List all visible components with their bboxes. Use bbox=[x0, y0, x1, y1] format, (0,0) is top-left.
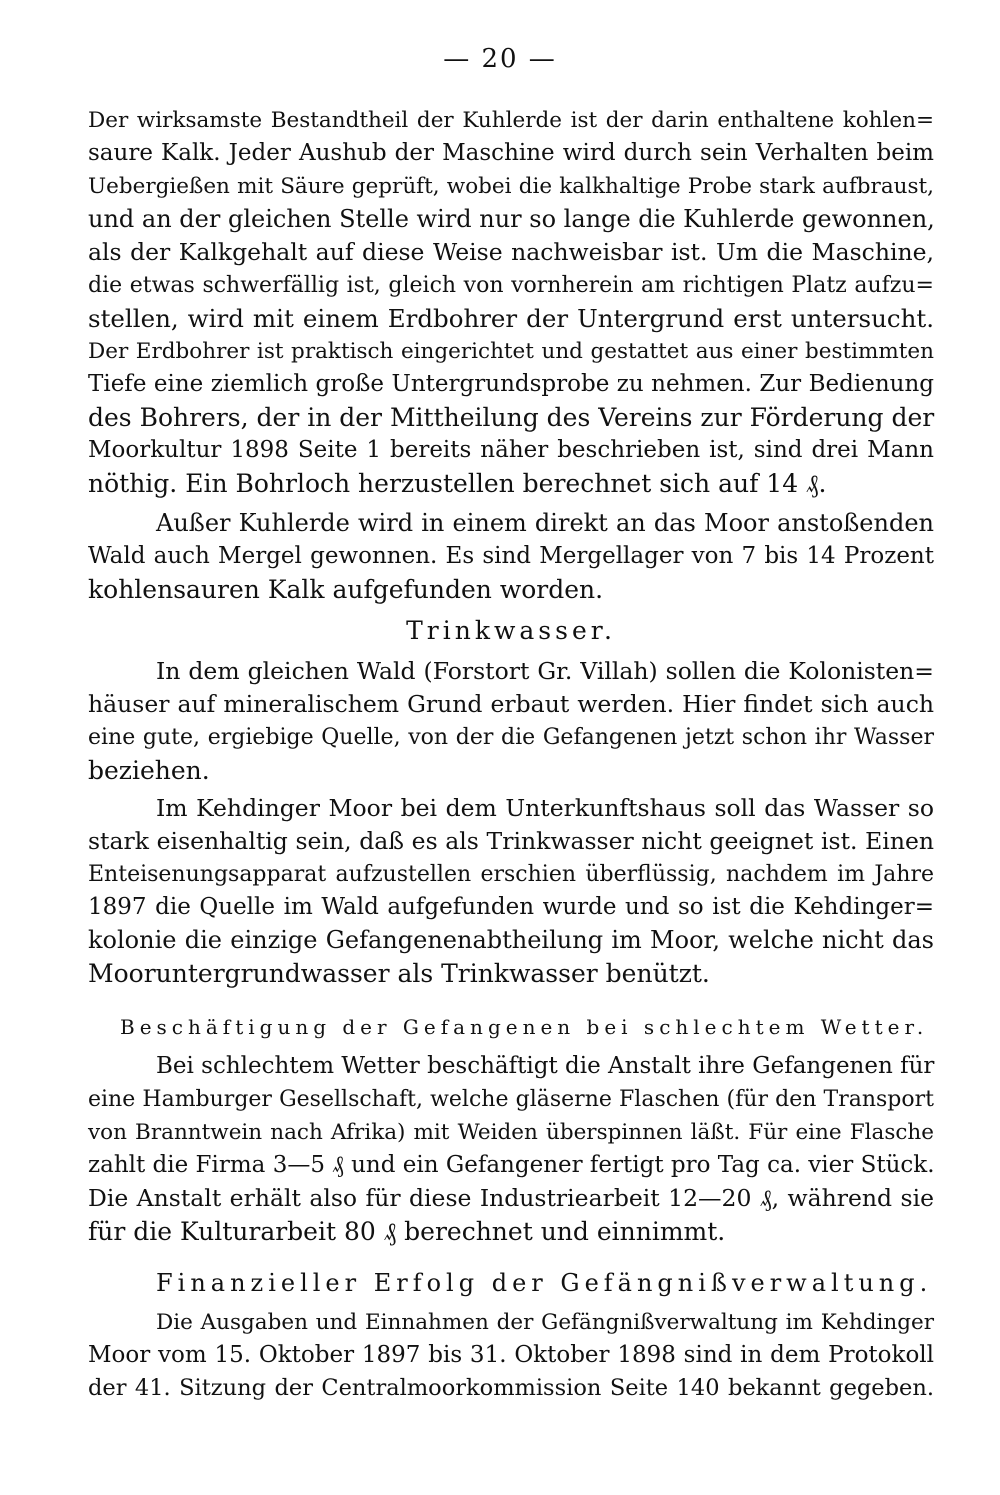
section-heading-finanzieller-erfolg: Finanzieller Erfolg der Gefängnißverwaltung. bbox=[156, 1269, 933, 1297]
text-line: häuser auf mineralischem Grund erbaut werden. Hier findet sich auch bbox=[88, 690, 934, 718]
text-line: des Bohrers, der in der Mittheilung des Vereins zur Förderung der bbox=[88, 403, 935, 432]
text-line: kohlensauren Kalk aufgefunden worden. bbox=[88, 575, 604, 604]
text-line: Außer Kuhlerde wird in einem direkt an das Moor anstoßenden bbox=[156, 509, 934, 537]
text-line: eine gute, ergiebige Quelle, von der die Gefangenen jetzt schon ihr Wasser bbox=[88, 725, 934, 750]
text-line: saure Kalk. Jeder Aushub der Maschine wird durch sein Verhalten beim bbox=[88, 140, 934, 166]
page-number: — 20 — bbox=[443, 44, 557, 74]
text-line: nöthig. Ein Bohrloch herzustellen berechnet sich auf 14 ₰. bbox=[88, 469, 827, 498]
text-line: In dem gleichen Wald (Forstort Gr. Villah) sollen die Kolonisten= bbox=[156, 657, 934, 685]
text-line: Der Erdbohrer ist praktisch eingerichtet und gestattet aus einer bestimmten bbox=[88, 339, 934, 364]
text-line: der 41. Sitzung der Centralmoorkommission Seite 140 bekannt gegeben. bbox=[88, 1375, 934, 1401]
section-heading-trinkwasser: Trinkwasser. bbox=[406, 616, 616, 645]
text-line: als der Kalkgehalt auf diese Weise nachweisbar ist. Um die Maschine, bbox=[88, 238, 934, 266]
text-line: Enteisenungsapparat aufzustellen erschien überflüssig, nachdem im Jahre bbox=[88, 862, 934, 887]
text-line: stellen, wird mit einem Erdbohrer der Untergrund erst untersucht. bbox=[88, 304, 934, 333]
text-line: beziehen. bbox=[88, 756, 210, 785]
text-line: zahlt die Firma 3—5 ₰ und ein Gefangener fertigt pro Tag ca. vier Stück. bbox=[88, 1152, 935, 1178]
text-line: von Branntwein nach Afrika) mit Weiden überspinnen läßt. Für eine Flasche bbox=[88, 1120, 934, 1145]
text-line: Mooruntergrundwasser als Trinkwasser benützt. bbox=[88, 959, 710, 988]
text-line: Uebergießen mit Säure geprüft, wobei die kalkhaltige Probe stark aufbraust, bbox=[88, 174, 934, 199]
text-line: Tiefe eine ziemlich große Untergrundsprobe zu nehmen. Zur Bedienung bbox=[88, 371, 934, 397]
text-line: stark eisenhaltig sein, daß es als Trinkwasser nicht geeignet ist. Einen bbox=[88, 827, 934, 855]
text-line: Wald auch Mergel gewonnen. Es sind Mergellager von 7 bis 14 Prozent bbox=[88, 543, 934, 569]
text-line: die etwas schwerfällig ist, gleich von vornherein am richtigen Platz aufzu= bbox=[88, 273, 934, 298]
text-line: Die Anstalt erhält also für diese Industriearbeit 12—20 ₰, während sie bbox=[88, 1184, 934, 1212]
text-line: Moor vom 15. Oktober 1897 bis 31. Oktober 1898 sind in dem Protokoll bbox=[88, 1342, 934, 1368]
text-line: Der wirksamste Bestandtheil der Kuhlerde ist der darin enthaltene kohlen= bbox=[88, 108, 934, 133]
section-heading-beschaeftigung: Beschäftigung der Gefangenen bei schlechtem Wetter. bbox=[120, 1015, 929, 1039]
text-line: 1897 die Quelle im Wald aufgefunden wurde und so ist die Kehdinger= bbox=[88, 894, 934, 920]
text-line: Die Ausgaben und Einnahmen der Gefängnißverwaltung im Kehdinger bbox=[156, 1310, 934, 1335]
text-line: Im Kehdinger Moor bei dem Unterkunftshaus soll das Wasser so bbox=[156, 794, 934, 822]
text-line: Moorkultur 1898 Seite 1 bereits näher beschrieben ist, sind drei Mann bbox=[88, 437, 934, 463]
text-line: eine Hamburger Gesellschaft, welche gläserne Flaschen (für den Transport bbox=[88, 1087, 934, 1112]
text-line: Bei schlechtem Wetter beschäftigt die Anstalt ihre Gefangenen für bbox=[156, 1053, 935, 1079]
text-line: kolonie die einzige Gefangenenabtheilung im Moor, welche nicht das bbox=[88, 926, 934, 954]
text-line: und an der gleichen Stelle wird nur so lange die Kuhlerde gewonnen, bbox=[88, 205, 935, 233]
text-line: für die Kulturarbeit 80 ₰ berechnet und einnimmt. bbox=[88, 1217, 726, 1246]
